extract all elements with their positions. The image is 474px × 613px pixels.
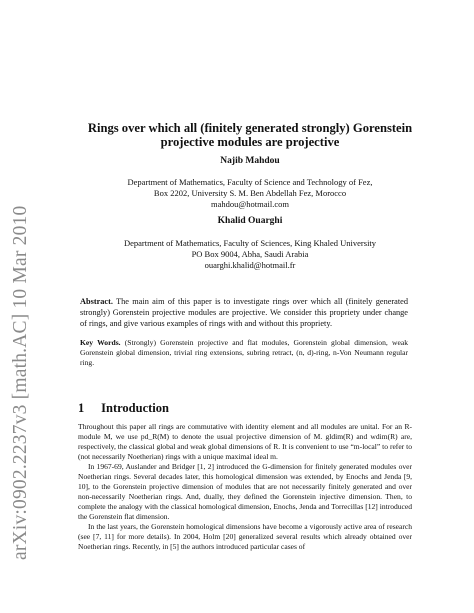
author-2-name: Khalid Ouarghi: [217, 216, 283, 226]
author-1-affil-line-2: Box 2202, University S. M. Ben Abdellah Fez, Morocco: [153, 188, 347, 198]
introduction-body: [78, 422, 412, 552]
author-2-affil-line-1: Department of Mathematics, Faculty of Sciences, King Khaled University: [123, 238, 377, 248]
paragraph: Throughout this paper all rings are commutative with identity element and all modules are unital. For an R-module M, we use pd_R(M) to denote the usual projective dimension of M. gldim(R) and wdim(R) are, respectively, the classical global and weak global dimensions of R. It is convenient to use “m-local” to refer to (not necessarily Noetherian) rings with a unique maximal ideal m.: [78, 422, 412, 461]
abstract-label: Abstract.: [80, 297, 113, 306]
author-2-affiliation: [60, 238, 440, 271]
paper-title: [60, 121, 440, 149]
section-heading: [78, 401, 169, 416]
abstract-text: The main aim of this paper is to investigate rings over which all (finitely generated strongly) Gorenstein projective modules are projective. We consider this propriety under change of rings, and give various examples of rings with and without this propriety.: [80, 297, 408, 328]
abstract: [80, 297, 408, 329]
paragraph: In 1967-69, Auslander and Bridger [1, 2] introduced the G-dimension for finitely generated modules over Noetherian rings. Several decades later, this homological dimension was extended, by Enochs and Jenda [9, 10], to the Gorenstein projective dimension of modules that are not necessarily finitely generated and over non-necessarily Noetherian rings. And, dually, they defined the Gorenstein injective dimension. Then, to complete the analogy with the classical homological dimension, Enochs, Jenda and Torrecillas [12] introduced the Gorenstein flat dimension.: [78, 462, 412, 521]
keywords-text: (Strongly) Gorenstein projective and flat modules, Gorenstein global dimension, weak Gorenstein global dimension, trivial ring extensions, subring retract, (n, d)-ring, n-Von Neumann regular ring.: [80, 338, 408, 367]
keywords-label: Key Words.: [80, 338, 121, 347]
author-1-affil-line-1: Department of Mathematics, Faculty of Science and Technology of Fez,: [127, 177, 373, 187]
section-title: Introduction: [101, 401, 169, 415]
section-number: 1: [78, 401, 85, 415]
author-1-email[interactable]: mahdou@hotmail.com: [211, 199, 289, 209]
title-line-1: Rings over which all (finitely generated strongly) Gorenstein: [87, 121, 413, 135]
author-1-affiliation: [60, 177, 440, 210]
paragraph: In the last years, the Gorenstein homological dimensions have become a vigorously active area of research (see [7, 11] for more details). In 2004, Holm [20] generalized several results which already obtained over Noetherian rings. Recently, in [5] the authors introduced particular cases of: [78, 522, 412, 551]
title-line-2: projective modules are projective: [160, 135, 340, 149]
author-2-email[interactable]: ouarghi.khalid@hotmail.fr: [204, 260, 296, 270]
arxiv-identifier[interactable]: arXiv:0902.2237v3 [math.AC] 10 Mar 2010: [10, 205, 31, 560]
keywords: [80, 338, 408, 368]
author-1-name: Najib Mahdou: [220, 156, 280, 166]
author-2-affil-line-2: PO Box 9004, Abha, Saudi Arabia: [191, 249, 309, 259]
